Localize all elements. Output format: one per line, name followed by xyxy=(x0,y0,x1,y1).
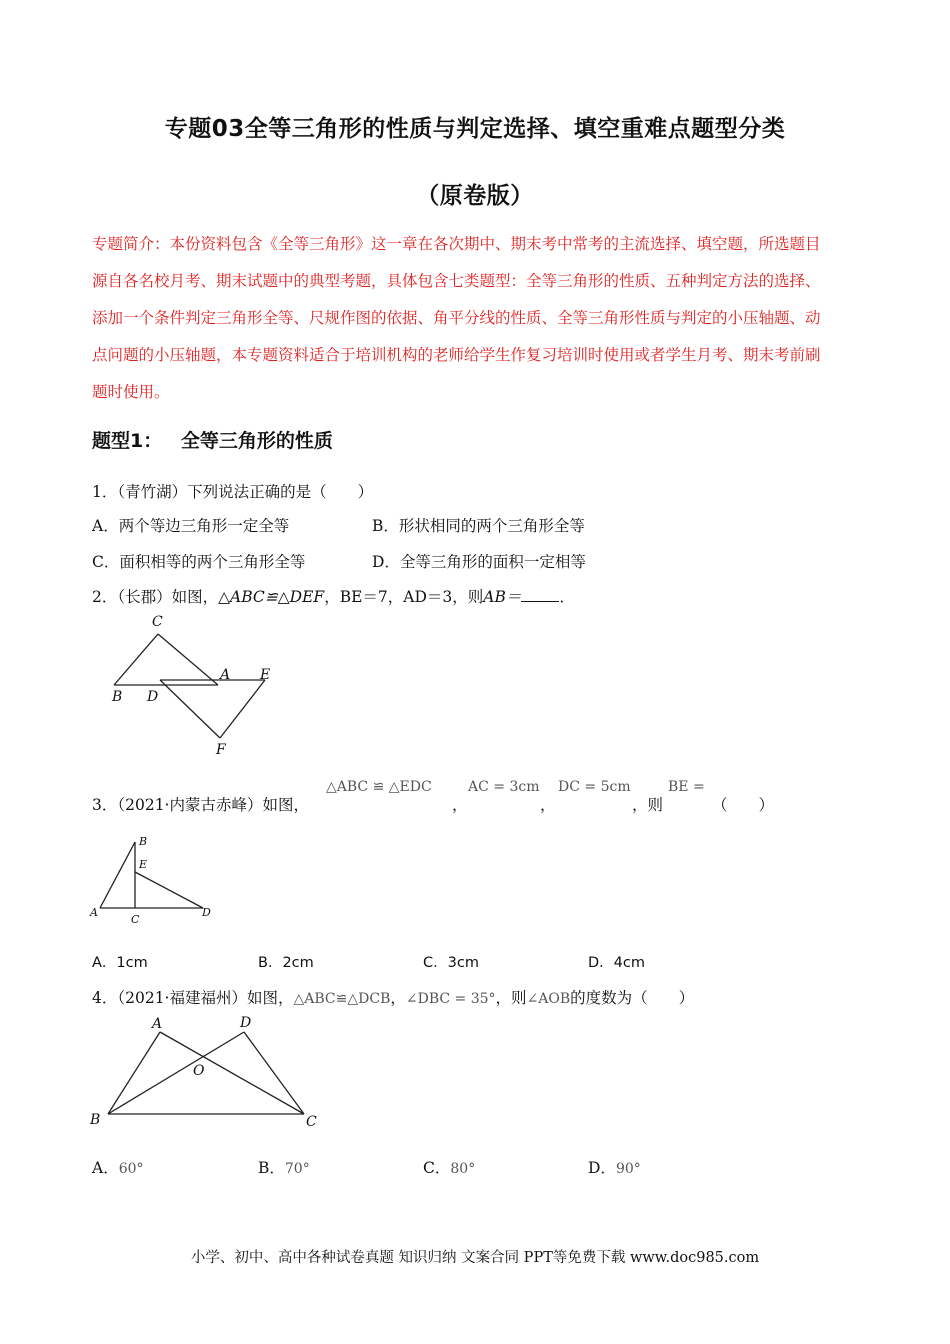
option-letter: B． xyxy=(258,1159,285,1177)
option-letter: C． xyxy=(423,1159,451,1177)
question-4-option-a xyxy=(92,1156,144,1178)
label-e: E xyxy=(139,858,148,871)
q3-separator: ， xyxy=(540,796,556,814)
label-c: C xyxy=(306,1114,317,1130)
question-1-option-c: C．面积相等的两个三角形全等 xyxy=(92,553,306,571)
section-heading xyxy=(92,426,333,453)
label-c: C xyxy=(131,913,140,926)
option-letter: A． xyxy=(92,1159,119,1177)
question-3-option-a: A．1cm xyxy=(92,955,148,971)
label-d: D xyxy=(202,906,211,919)
label-d: D xyxy=(240,1015,252,1031)
intro-line: 专题简介：本份资料包含《全等三角形》这一章在各次期中、期末考中常考的主流选择、填空题，所选题目 xyxy=(92,235,821,253)
q4-math-angle-aob: ∠AOB xyxy=(526,991,571,1007)
intro-line: 题时使用。 xyxy=(92,383,170,401)
label-b: B xyxy=(90,1112,101,1128)
question-4-option-c xyxy=(423,1156,475,1178)
q2-ask: AB＝ xyxy=(483,588,522,606)
question-1-option-b: B．形状相同的两个三角形全等 xyxy=(372,517,585,535)
segment-bc xyxy=(114,634,158,685)
q2-prefix: 2．（长郡）如图， xyxy=(92,588,219,606)
option-value: 70° xyxy=(284,1161,310,1177)
label-a: A xyxy=(220,667,231,683)
q4-then: ，则 xyxy=(495,989,527,1007)
label-d: D xyxy=(147,689,159,705)
question-2-stem xyxy=(92,585,575,607)
option-value: 80° xyxy=(450,1161,476,1177)
question-1-option-d: D．全等三角形的面积一定相等 xyxy=(372,553,586,571)
q3-answer-paren: （ ） xyxy=(712,796,775,814)
q3-math-ac: AC = 3cm xyxy=(468,779,540,795)
section-label: 题型1： xyxy=(92,430,163,452)
segment-db xyxy=(108,1032,244,1114)
intro-line: 源自各名校月考、期末试题中的典型考题，具体包含七类题型：全等三角形的性质、五种判定方法的选择、 xyxy=(92,272,821,290)
label-b: B xyxy=(139,835,148,848)
q3-separator: ， xyxy=(452,796,468,814)
q4-math-angle-dbc: ∠DBC = 35° xyxy=(405,991,496,1007)
segment-ef xyxy=(220,680,265,738)
question-3-stem: 3．（2021·内蒙古赤峰）如图， xyxy=(92,796,309,814)
option-value: 90° xyxy=(615,1161,641,1177)
q2-condition: ，BE＝7，AD＝3，则 xyxy=(324,588,484,606)
label-e: E xyxy=(260,667,271,683)
q3-then: ，则 xyxy=(632,796,664,814)
intro-paragraph xyxy=(92,226,892,411)
intro-line: 添加一个条件判定三角形全等、尺规作图的依据、角平分线的性质、全等三角形性质与判定的小压轴题、动 xyxy=(92,309,821,327)
figure-q4 xyxy=(86,1010,326,1135)
segment-ca xyxy=(158,634,218,685)
answer-blank xyxy=(521,587,559,602)
page-footer: 小学、初中、高中各种试卷真题 知识归纳 文案合同 PPT等免费下载 www.doc985.com xyxy=(190,1250,760,1266)
q4-separator: ， xyxy=(390,989,406,1007)
question-3-option-b: B．2cm xyxy=(258,955,314,971)
question-3-option-c: C．3cm xyxy=(423,955,479,971)
section-name: 全等三角形的性质 xyxy=(180,430,333,452)
segment-ba xyxy=(108,1032,160,1114)
question-3-option-d: D．4cm xyxy=(588,955,645,971)
label-a: A xyxy=(90,906,98,919)
intro-line: 点问题的小压轴题，本专题资料适合于培训机构的老师给学生作复习培训时使用或者学生月考、期末考前刷 xyxy=(92,346,821,364)
option-letter: D． xyxy=(588,1159,616,1177)
q2-congruence: △ABC≌△DEF xyxy=(218,588,325,606)
document-title: 专题03全等三角形的性质与判定选择、填空重难点题型分类 xyxy=(164,116,786,142)
label-f: F xyxy=(216,742,226,758)
q4-math-congruence: △ABC≌△DCB xyxy=(293,991,391,1007)
label-c: C xyxy=(152,614,163,630)
question-1-stem: 1．（青竹湖）下列说法正确的是（ ） xyxy=(92,483,374,501)
label-b: B xyxy=(112,689,123,705)
q3-math-be: BE = xyxy=(668,779,705,795)
figure-q2 xyxy=(100,610,290,760)
segment-cd xyxy=(244,1032,304,1114)
q4-prefix: 4．（2021·福建福州）如图， xyxy=(92,989,294,1007)
question-1-option-a: A．两个等边三角形一定全等 xyxy=(92,517,290,535)
label-o: O xyxy=(193,1063,205,1079)
q2-end: ． xyxy=(559,588,575,606)
figure-q3 xyxy=(88,830,223,930)
label-a: A xyxy=(152,1016,163,1032)
segment-df xyxy=(160,680,220,738)
document-subtitle: （原卷版） xyxy=(416,183,534,209)
question-4-option-b xyxy=(258,1156,310,1178)
segment-ac xyxy=(160,1032,304,1114)
q4-tail: 的度数为（ ） xyxy=(570,989,695,1007)
q3-math-congruence: △ABC ≌ △EDC xyxy=(326,779,432,795)
segment-ed xyxy=(135,872,203,908)
segment-ab xyxy=(100,842,135,908)
option-value: 60° xyxy=(118,1161,144,1177)
question-4-stem xyxy=(92,986,694,1008)
question-4-option-d xyxy=(588,1156,641,1178)
q3-math-dc: DC = 5cm xyxy=(558,779,631,795)
